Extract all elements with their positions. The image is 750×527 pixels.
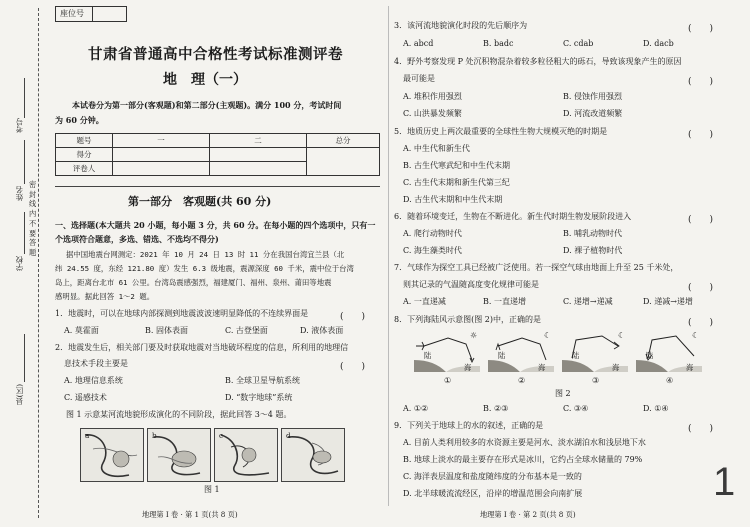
q8-answer-blank[interactable]: ( ): [688, 318, 714, 328]
q5-option-c[interactable]: C. 古生代末期和新生代第三纪: [403, 178, 510, 187]
figure1-panel-a: [80, 428, 144, 482]
margin-label-name: 姓名: [15, 186, 24, 201]
score-total-cell[interactable]: [307, 148, 380, 176]
figure1-river-d: [282, 429, 344, 481]
q7-answer-blank[interactable]: ( ): [688, 283, 714, 293]
margin-label-school: 学校: [15, 256, 24, 271]
figure2-label-3: ③: [592, 376, 600, 385]
q9-answer-blank[interactable]: ( ): [688, 424, 714, 434]
q9-option-d[interactable]: D. 北半球暖流流经区，沿岸的增温范围会向南扩展: [403, 489, 583, 498]
q4-stem-line-2: 最可能是: [403, 74, 435, 83]
section-one-line-1: 一、选择题(本大题共 20 小题，每小题 3 分，共 60 分。在每小题的四个选项中，只有一: [55, 220, 376, 230]
figure1-panel-b: [147, 428, 211, 482]
svg-text:☾: ☾: [618, 331, 626, 340]
q7-option-c[interactable]: C. 递增→递减: [563, 297, 613, 306]
section-one-line-2: 个选项符合题意，多选、错选、不选均不得分): [55, 234, 219, 244]
grader-cell[interactable]: [210, 162, 307, 176]
part-divider: [55, 186, 380, 187]
seat-divider: [92, 7, 93, 21]
figure1-river-a: [81, 429, 143, 481]
q6-stem: 6．随着环境变迁，生物在不断进化。新生代时期生物发展阶段进入: [394, 212, 632, 221]
figure2-label-4: ④: [666, 376, 674, 385]
figure2-sea-label-4: 海: [686, 363, 694, 372]
q6-option-c[interactable]: C. 海生藻类时代: [403, 246, 462, 255]
margin-line-name: [24, 140, 25, 184]
figure1-panel-c: [214, 428, 278, 482]
passage-line-3: 岛上，距离台北市 61 公里。台湾岛震感强烈，福建厦门、福州、泉州、莆田等地震: [55, 278, 332, 287]
figure1-label-b: b: [152, 431, 157, 440]
q7-option-b[interactable]: B. 一直递增: [483, 297, 526, 306]
q1-option-c[interactable]: C. 古登堡面: [225, 326, 268, 335]
q4-stem-line-1: 4．野外考察发现 P 处沉积物混杂着较多粒径粗大的砾石，导致该现象产生的原因: [394, 57, 682, 66]
margin-line-school: [24, 212, 25, 254]
figure2-caption: 图 2: [555, 389, 571, 398]
figure2-panel-4: [636, 330, 702, 388]
q4-option-a[interactable]: A. 堆积作用强烈: [403, 92, 462, 101]
q7-option-a[interactable]: A. 一直递减: [403, 297, 446, 306]
figure2-land-label-4: 陆: [646, 351, 654, 360]
figure2-sea-label-2: 海: [538, 363, 546, 372]
page-corner-mark: 1: [713, 460, 736, 504]
q7-option-d[interactable]: D. 递减→递增: [643, 297, 693, 306]
figure1-panel-d: [281, 428, 345, 482]
q5-stem: 5．地质历史上两次最重要的全球性生物大规模灭绝的时期是: [394, 127, 608, 136]
svg-text:☾: ☾: [692, 331, 700, 340]
grader-cell[interactable]: [113, 162, 210, 176]
q5-option-a[interactable]: A. 中生代和新生代: [403, 144, 470, 153]
seal-warning: 密 封 线 内 不 要 答 题: [29, 180, 37, 257]
figure2-panel-2: [488, 330, 554, 388]
q1-option-d[interactable]: D. 液体表面: [300, 326, 344, 335]
figure2: [414, 330, 704, 390]
footer-left: 地理第 Ⅰ 卷 · 第 1 页(共 8 页): [142, 510, 238, 519]
q3-stem: 3．该河流地貌演化时段的先后顺序为: [394, 21, 528, 30]
figure1-river-c: [215, 429, 277, 481]
q2-stem-line-2: 息技术手段主要是: [64, 359, 128, 368]
score-cell[interactable]: [210, 148, 307, 162]
figure2-panel-1: [414, 330, 480, 388]
page-divider: [388, 6, 389, 506]
q6-option-d[interactable]: D. 裸子植物时代: [563, 246, 623, 255]
figure1-label-d: d: [286, 431, 291, 440]
grader-row-label: 评卷人: [56, 162, 113, 176]
q8-option-c[interactable]: C. ③④: [563, 404, 589, 413]
margin-label-exam-no: 考号: [15, 118, 24, 133]
exam-title: 甘肃省普通高中合格性考试标准测评卷: [88, 46, 343, 63]
svg-text:☾: ☾: [544, 331, 552, 340]
figure1-label-a: a: [85, 431, 90, 440]
q1-option-a[interactable]: A. 莫霍面: [64, 326, 99, 335]
score-cell[interactable]: [113, 148, 210, 162]
q1-stem: 1．地震时，可以在地球内部探测到地震波波速明显降低的不连续界面是: [55, 309, 309, 318]
score-header-part-two: 二: [210, 134, 307, 148]
q5-answer-blank[interactable]: ( ): [688, 130, 714, 140]
q4-option-b[interactable]: B. 侵蚀作用强烈: [563, 92, 622, 101]
q1-option-b[interactable]: B. 固体表面: [145, 326, 188, 335]
q7-stem-line-2: 则其记录的气温随高度变化规律可能是: [403, 280, 539, 289]
margin-line-county: [24, 334, 25, 382]
q9-option-a[interactable]: A. 目前人类利用较多的水资源主要是河水、淡水湖泊水和浅层地下水: [403, 438, 646, 447]
binding-line: [38, 8, 39, 518]
q3-option-b[interactable]: B. badc: [483, 39, 514, 48]
q4-option-d[interactable]: D. 河流改道频繁: [563, 109, 623, 118]
seat-label: 座位号: [60, 9, 84, 18]
footer-right: 地理第 Ⅰ 卷 · 第 2 页(共 8 页): [480, 510, 576, 519]
q5-option-b[interactable]: B. 古生代寒武纪和中生代末期: [403, 161, 510, 170]
q6-answer-blank[interactable]: ( ): [688, 215, 714, 225]
q8-stem: 8．下列海陆风示意图(图 2)中，正确的是: [394, 315, 541, 324]
figure2-label-1: ①: [444, 376, 452, 385]
q2-option-b[interactable]: B. 全球卫星导航系统: [225, 376, 300, 385]
score-table: [55, 133, 380, 176]
q2-option-c[interactable]: C. 遥感技术: [64, 393, 107, 402]
score-header-part-one: 一: [113, 134, 210, 148]
score-header-question: 题号: [56, 134, 113, 148]
part-one-title: 第一部分 客观题(共 60 分): [128, 195, 272, 208]
q9-stem: 9．下列关于地球上的水的叙述，正确的是: [394, 421, 544, 430]
q6-option-b[interactable]: B. 哺乳动物时代: [563, 229, 622, 238]
passage-line-2: 纬 24.55 度，东经 121.80 度）发生 6.3 级地震，震源深度 60 千米，震中位于台湾: [55, 264, 354, 273]
seat-number-box: [55, 6, 127, 22]
figure2-sea-label-1: 海: [464, 363, 472, 372]
q2-option-d[interactable]: D. “数字地球”系统: [225, 393, 293, 402]
q8-option-d[interactable]: D. ①④: [643, 404, 669, 413]
q3-option-d[interactable]: D. dacb: [643, 39, 674, 48]
q2-option-a[interactable]: A. 地理信息系统: [64, 376, 123, 385]
figure2-panel-3: [562, 330, 628, 388]
figure2-land-label-1: 陆: [424, 351, 432, 360]
q5-option-d[interactable]: D. 古生代末期和中生代末期: [403, 195, 503, 204]
margin-line-exam-no: [24, 78, 25, 118]
figure2-sea-label-3: 海: [612, 363, 620, 372]
figure1-intro: 图 1 示意某河流地貌形成演化的不同阶段，据此回答 3～4 题。: [66, 410, 292, 419]
figure2-land-label-2: 陆: [498, 351, 506, 360]
exam-intro-line-2: 为 60 分钟。: [55, 115, 104, 125]
q6-option-a[interactable]: A. 爬行动物时代: [403, 229, 462, 238]
figure1-river-b: [148, 429, 210, 481]
score-header-total: 总分: [307, 134, 380, 148]
subject-title: 地 理（一）: [163, 72, 247, 88]
figure2-land-label-3: 陆: [572, 351, 580, 360]
q4-option-c[interactable]: C. 山洪暴发频繁: [403, 109, 462, 118]
svg-text:☼: ☼: [470, 331, 478, 340]
figure2-label-2: ②: [518, 376, 526, 385]
passage-line-4: 感明显。据此回答 1～2 题。: [55, 292, 155, 301]
q3-answer-blank[interactable]: ( ): [688, 24, 714, 34]
figure1-caption: 图 1: [204, 485, 220, 494]
q9-option-b[interactable]: B. 地球上淡水的最主要存在形式是冰川，它约占全球水储量的 79%: [403, 455, 643, 464]
score-row-label: 得分: [56, 148, 113, 162]
passage-line-1: 据中国地震台网测定：2021 年 10 月 24 日 13 时 11 分在我国台湾宜兰县（北: [66, 250, 345, 259]
q3-option-a[interactable]: A. abcd: [403, 39, 434, 48]
score-table-row: [56, 148, 380, 162]
figure1-label-c: c: [219, 431, 224, 440]
q2-stem-line-1: 2．地震发生后，相关部门要及时获取地震对当地破坏程度的信息，所利用的地理信: [55, 343, 349, 352]
q1-answer-blank[interactable]: ( ): [340, 312, 366, 322]
q4-answer-blank[interactable]: ( ): [688, 77, 714, 87]
q8-option-b[interactable]: B. ②③: [483, 404, 509, 413]
q2-answer-blank[interactable]: ( ): [340, 362, 366, 372]
q7-stem-line-1: 7．气球作为探空工具已经被广泛使用。若一探空气球由地面上升至 25 千米处，: [394, 263, 679, 272]
score-table-header-row: [56, 134, 380, 148]
q9-option-c[interactable]: C. 海洋表层温度和盐度随纬度的分布基本是一致的: [403, 472, 582, 481]
q3-option-c[interactable]: C. cdab: [563, 39, 594, 48]
exam-intro-line-1: 本试卷分为第一部分(客观题)和第二部分(主观题)。满分 100 分，考试时间: [72, 100, 342, 110]
q8-option-a[interactable]: A. ①②: [403, 404, 429, 413]
margin-label-county: 县(区): [15, 384, 24, 405]
